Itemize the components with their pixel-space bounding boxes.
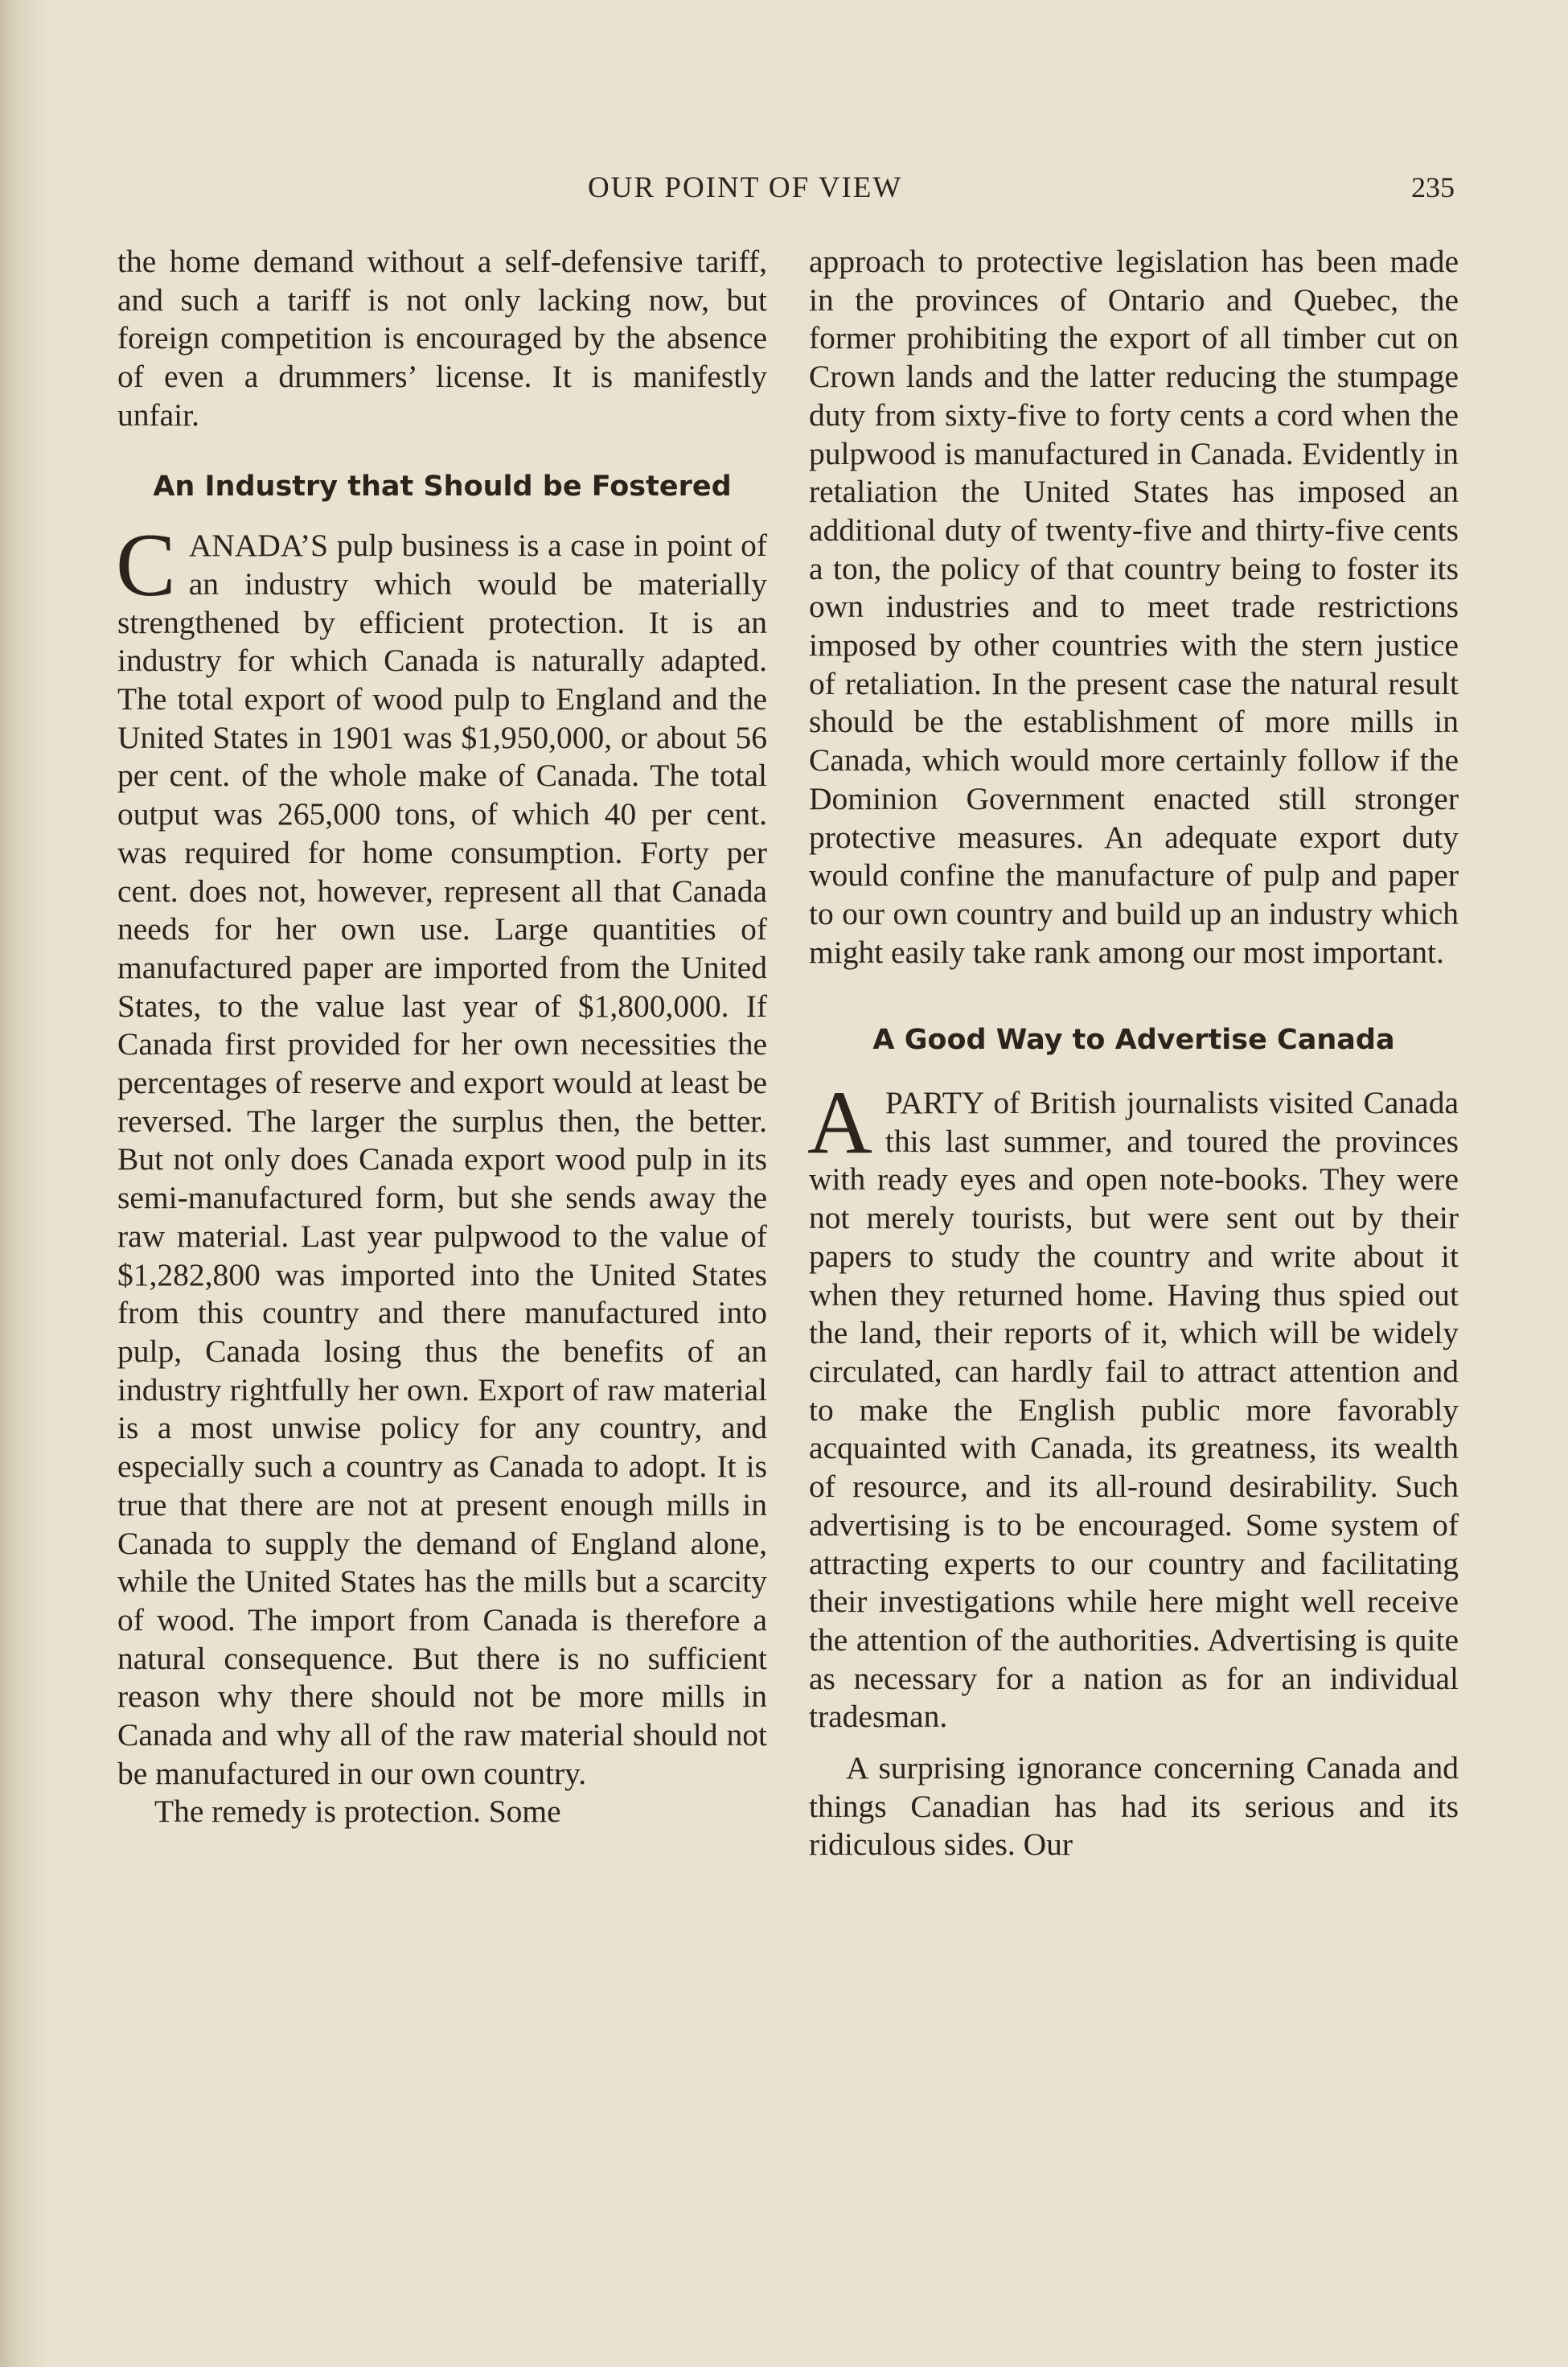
left-column [117, 243, 767, 1831]
drop-cap: C [116, 516, 176, 616]
advertise-paragraph [807, 1073, 1459, 1736]
remedy-paragraph: The remedy is protection. Some [154, 1794, 561, 1830]
page-header [0, 171, 1568, 211]
ignorance-paragraph: A surprising ignorance concerning Canada and things Canadian has had its serious and its ridiculous sides. Our [809, 1750, 1459, 1863]
advertise-paragraph-text: PARTY of British journalists visited Canada this last summer, and toured the provinces with ready eyes and open note-books. They were not merely tourists, but were sent out by their papers to study the country and write about it when they returned home. Having thus spied out the land, their reports of it, which will be widely circulated, can hardly fail to attract attention and to make the English public more favorably acquainted with Canada, its greatness, its wealth of resource, and its all-round desirability. Such advertising is to be encouraged. Some system of attracting experts to our country and facilitating their investigations while here might well receive the attention of the authorities. Advertising is quite as necessary for a nation as for an individual tradesman. [809, 1085, 1459, 1735]
page-edge-shadow [0, 0, 48, 2367]
section-heading-advertise: A Good Way to Advertise Canada [872, 1024, 1395, 1057]
industry-paragraph-text: ANADA’S pulp business is a case in point of an industry which would be materially strengthened by efficient protection. It is an industry for which Canada is naturally adapted. The total export of wood pulp to England and the United States in 1901 was $1,950,000, or about 56 per cent. of the whole make of Canada. The total output was 265,000 tons, of which 40 per cent. was required for home consumption. Forty per cent. does not, however, represent all that Canada needs for her own use. Large quantities of manufactured paper are imported from the United States, to the value last year of $1,800,000. If Canada first provided for her own necessities the percentages of reserve and export would at least be reversed. The larger the surplus then, the better. But not only does Canada export wood pulp in its semi-manufactured form, but she sends away the raw material. Last year pulpwood to the value of $1,282,800 was imported into the United States from this country and there manufactured into pulp, Canada losing thus the benefits of an industry rightfully her own. Export of raw material is a most unwise policy for any country, and especially such a country as Canada to adopt. It is true that there are not at present enough mills in Canada to supply the demand of England alone, while the United States has the mills but a scarcity of wood. The import from Canada is therefore a natural consequence. But there is no sufficient reason why there should not be more mills in Canada and why all of the raw material should not be manufactured in our own country. [117, 528, 767, 1791]
right-column [809, 243, 1459, 1864]
paragraph-gap [809, 1736, 1459, 1749]
running-head: OUR POINT OF VIEW [588, 171, 903, 204]
page-number: 235 [1411, 171, 1455, 203]
continuation-paragraph: approach to protective legislation has been made in the provinces of Ontario and Quebec, the former prohibiting the export of all timber cut on Crown lands and the latter reducing the stumpage duty from sixty-five to forty cents a cord when the pulpwood is manufactured in Canada. Evidently in retaliation the United States has imposed an additional duty of twenty-five and thirty-five cents a ton, the policy of that country being to foster its own industries and to meet trade restrictions imposed by other countries with the stern justice of retaliation. In the present case the natural result should be the establishment of more mills in Canada, which would more certainly follow if the Dominion Government enacted still stronger protective measures. An adequate export duty would confine the manufacture of pulp and paper to our own country and build up an industry which might easily take rank among our most important. [809, 244, 1459, 970]
industry-paragraph [116, 516, 767, 1793]
drop-cap: A [807, 1073, 872, 1173]
intro-paragraph: the home demand without a self-defensive tariff, and such a tariff is not only lacking now, but foreign competition is encouraged by the absence of even a drummers’ license. It is manifestly unfair. [117, 244, 767, 433]
section-heading-industry: An Industry that Should be Fostered [153, 470, 732, 503]
